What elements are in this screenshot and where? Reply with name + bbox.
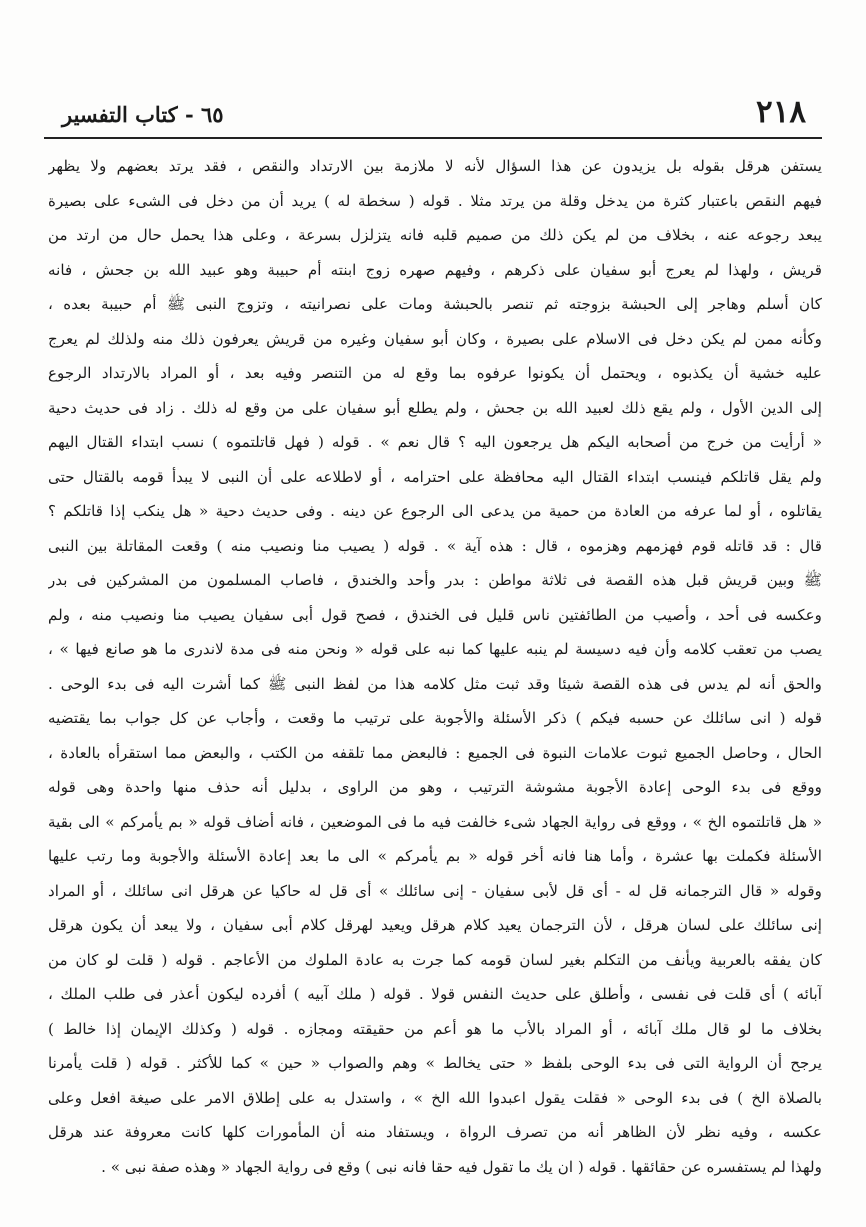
text-line: يرجح أن الرواية التى فى بدء الوحى بلفظ « حتى يخالط » وهم والصواب « حين » كما للأكثر . قوله ( قلت يأمرنا	[48, 1054, 822, 1072]
text-line: يقاتلوه ، أو لما عرفه من العادة من حمية من يدعى الى الرجوع عن دينه . وفى حديث دحية « هل ينكب إذا قاتلكم ؟	[48, 502, 822, 520]
text-line: الأسئلة فكملت بها عشرة ، وأما هنا فانه أخر قوله « بم يأمركم » الى ما بعد إعادة الأسئلة والأجوبة وما رتب عليها	[48, 847, 822, 865]
text-line: كان يفقه بالعربية ويأنف من التكلم بغير لسان قومه كما جرت به عادة الملوك من الأعاجم . قوله ( قلت لو كان من	[48, 950, 822, 969]
text-line: ولهذا لم يستفسره عن حقائقها . قوله ( ان يك ما تقول فيه حقا فانه نبى ) وقع فى رواية الجهاد « وهذه صفة نبى » .	[101, 1157, 822, 1176]
text-line: وعكسه فى أحد ، وأصيب من الطائفتين ناس قليل فى الخندق ، فصح قول أبى سفيان يصيب منا ونصيب منه ، ولم	[48, 605, 822, 624]
text-line: إنى سائلك على لسان هرقل ، لأن الترجمان يعيد كلام هرقل ويعيد لهرقل كلام أبى سفيان ، ولا يبعد أن يكون هرقل	[48, 916, 822, 934]
text-line: يصب من تعقب كلامه وأن فيه دسيسة لم ينبه عليها كما نبه على قوله « ونحن منه فى مدة لاندرى ما هو صانع فيها » ،	[48, 640, 822, 658]
text-line: ولم يقل قاتلكم فينسب ابتداء القتال اليه محافظة على احترامه ، أو لاطلاعه على أن النبى لا يبدأ قومه بالقتال حتى	[48, 467, 822, 486]
text-line: وكأنه ممن لم يكن دخل فى الاسلام على بصيرة ، وكان أبو سفيان وغيره من قريش يعرفون ذلك منه ولذلك لم يعرج	[48, 329, 822, 348]
page-number: ٢١٨	[756, 94, 806, 130]
header-rule	[44, 137, 822, 139]
text-line: والحق أنه لم يدس فى هذه القصة شيئا وقد ثبت مثل كلامه هذا من لفظ النبى ﷺ كما أشرت اليه فى بدء الوحى .	[48, 674, 822, 693]
text-line: عكسه ، وفيه نظر لأن الظاهر أنه من تصرف الرواة ، ويستفاد منه أن المأمورات كلها كانت معروفة عند هرقل	[48, 1123, 822, 1141]
text-line: كان أسلم وهاجر إلى الحبشة بزوجته ثم تنصر بالحبشة ومات على نصرانيته ، وتزوج النبى ﷺ أم حبيبة بعده ،	[48, 295, 822, 313]
text-line: إلى الدين الأول ، ولم يقع ذلك لعبيد الله بن جحش ، ولم يطلع أبو سفيان على من وقع له ذلك . زاد فى حديث دحية	[48, 398, 822, 417]
text-line: قوله ( انى سائلك عن حسبه فيكم ) ذكر الأسئلة والأجوبة على ترتيب ما وقعت ، وأجاب عن كل جواب بما يقتضيه	[48, 709, 822, 727]
text-line: « أرأيت من خرج من أصحابه اليكم هل يرجعون اليه ؟ قال نعم » . قوله ( فهل قاتلتموه ) نسب ابتداء القتال اليهم	[48, 433, 822, 451]
text-line: الحال ، وحاصل الجميع ثبوت علامات النبوة فى الجميع : فالبعض مما تلقفه من الكتب ، والبعض مما استقرأه بالعادة ،	[48, 743, 822, 762]
text-line: يستفن هرقل بقوله بل يزيدون عن هذا السؤال لأنه لا ملازمة بين الارتداد والنقص ، فقد يرتد بعضهم ولا يظهر	[48, 157, 822, 175]
text-line: « هل قاتلتموه الخ » ، ووقع فى رواية الجهاد شىء خالفت فيه ما فى الموضعين ، فانه أضاف قوله « بم يأمركم » الى بقية	[48, 812, 822, 831]
body-text	[48, 149, 822, 1184]
text-line: بالصلاة الخ ) فى بدء الوحى « فقلت يقول اعبدوا الله الخ » ، واستدل به على إطلاق الامر على صيغة افعل وعلى	[48, 1088, 822, 1107]
text-line: ووقع فى بدء الوحى إعادة الأجوبة مشوشة الترتيب ، وهو من الراوى ، بدليل أنه حذف منها واحدة وهى قوله	[48, 778, 822, 796]
text-line: قريش ، ولهذا لم يعرج أبو سفيان على ذكرهم ، وفيهم صهره زوج ابنته أم حبيبة وهو عبيد الله بن جحش ، فانه	[48, 260, 822, 279]
text-line: فيهم النقص باعتبار كثرة من يدخل وقلة من يرتد مثلا . قوله ( سخطة له ) يريد أن من دخل فى الشىء على بصيرة	[48, 191, 822, 210]
text-line: آبائه ) أى قلت فى نفسى ، وأطلق على حديث النفس قولا . قوله ( ملك آبيه ) أفرده ليكون أعذر فى طلب الملك ،	[48, 985, 822, 1003]
text-line: وقوله « قال الترجمانه قل له - أى قل لأبى سفيان - إنى سائلك » أى قل له حاكيا عن هرقل انى سائلك ، أو المراد	[48, 881, 822, 900]
text-line: عليه خشية أن يكذبوه ، ويحتمل أن يكونوا عرفوه بما وقع له من التنصر وفيه بعد ، أو المراد بالارتداد الرجوع	[48, 364, 822, 382]
text-line: بخلاف ما لو قال ملك آبائه ، أو المراد بالأب ما هو أعم من حقيقته ومجازه . قوله ( وكذلك الإيمان إذا خالط )	[48, 1019, 822, 1038]
chapter-title: ٦٥ - كتاب التفسير	[62, 102, 224, 127]
text-line: يبعد رجوعه عنه ، بخلاف من لم يكن ذلك من صميم قلبه فانه يتزلزل بسرعة ، وعلى هذا يحمل حال من ارتد من	[48, 226, 822, 244]
page-header	[44, 94, 822, 140]
text-line: ﷺ وبين قريش قبل هذه القصة فى ثلاثة مواطن : بدر وأحد والخندق ، فاصاب المسلمون من المشركين فى بدر	[48, 571, 822, 589]
text-line: قال : قد قاتله قوم فهزمهم وهزموه ، قال : هذه آية » . قوله ( يصيب منا ونصيب منه ) وقعت المقاتلة بين النبى	[48, 536, 822, 555]
